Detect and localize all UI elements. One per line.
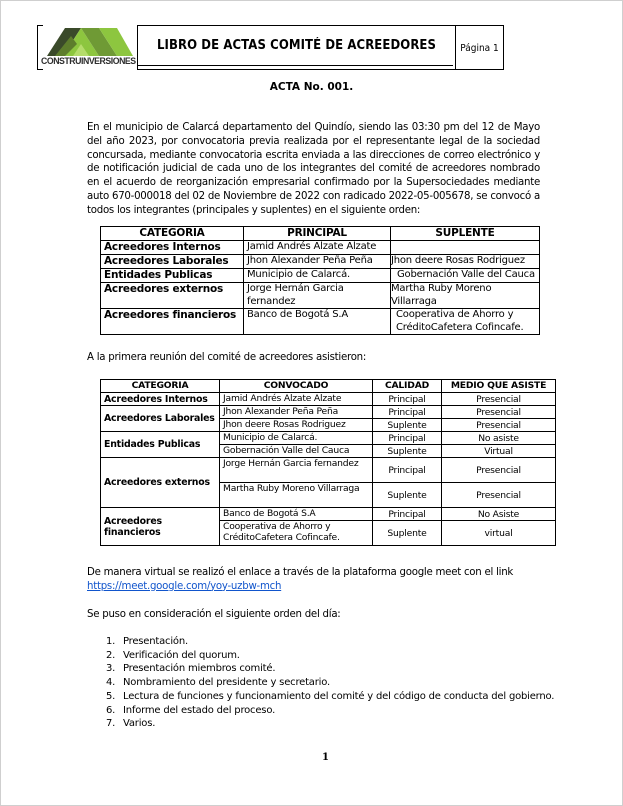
header-page-cell [455, 25, 504, 70]
category-cell: Entidades Publicas [101, 432, 220, 458]
category-cell: Acreedores Internos [101, 241, 244, 255]
list-item [106, 717, 554, 731]
calidad-cell: Principal [373, 406, 442, 419]
category-cell: Acreedores Laborales [101, 406, 220, 432]
convocado-cell: Jhon deere Rosas Rodriguez [220, 419, 373, 432]
list-number: 1. [106, 636, 116, 647]
divider [37, 25, 43, 26]
list-text: Presentación miembros comité. [123, 663, 276, 675]
list-number: 6. [106, 704, 116, 716]
principal-cell: Jhon Alexander Peña Peña [244, 255, 391, 269]
list-text: Lectura de funciones y funcionamiento del comité y del código de conducta del gobierno. [123, 690, 555, 702]
convocado-cell: Cooperativa de Ahorro y CréditoCafetera Cofincafe. [220, 521, 373, 546]
list-number: 7. [106, 718, 116, 730]
medio-cell: Presencial [442, 483, 556, 508]
medio-cell: Presencial [442, 419, 556, 432]
table-row [101, 283, 540, 309]
column-header: MEDIO QUE ASISTE [442, 380, 556, 393]
committee-table [100, 226, 540, 335]
calidad-cell: Suplente [373, 419, 442, 432]
acta-title: ACTA No. 001. [269, 81, 354, 93]
principal-cell: Jorge Hernán Garcia fernandez [244, 283, 391, 309]
agenda-list [106, 635, 554, 731]
page-number: 1 [322, 752, 329, 763]
table-row [101, 241, 540, 255]
convocado-cell: Jamid Andrés Alzate Alzate [220, 393, 373, 406]
calidad-cell: Suplente [373, 445, 442, 458]
list-item [106, 704, 554, 718]
convocado-cell: Martha Ruby Moreno Villarraga [220, 483, 373, 508]
document-title: LIBRO DE ACTAS COMITÉ DE ACREEDORES [156, 38, 437, 53]
table-row [101, 508, 556, 521]
convocado-cell: Jorge Hernán Garcia fernandez [220, 458, 373, 483]
list-number: 5. [106, 690, 116, 702]
table-header-row [101, 227, 540, 241]
column-header: CONVOCADO [220, 380, 373, 393]
calidad-cell: Principal [373, 432, 442, 445]
column-header: PRINCIPAL [244, 227, 391, 241]
list-item [106, 690, 554, 704]
virtual-text: De manera virtual se realizó el enlace a través de la plataforma google meet con el link [87, 567, 514, 578]
logo-mountains-icon [47, 26, 133, 56]
convocado-cell: Municipio de Calarcá. [220, 432, 373, 445]
principal-cell: Jamid Andrés Alzate Alzate [244, 241, 391, 255]
list-text: Informe del estado del proceso. [123, 704, 276, 716]
table-row [101, 406, 556, 419]
logo-text: CONSTRUINVERSIONES [41, 56, 136, 67]
calidad-cell: Principal [373, 508, 442, 521]
convocado-cell: Banco de Bogotá S.A [220, 508, 373, 521]
principal-cell: Banco de Bogotá S.A [244, 309, 391, 335]
category-cell: Acreedores financieros [101, 309, 244, 335]
category-cell: Acreedores Internos [101, 393, 220, 406]
calidad-cell: Principal [373, 393, 442, 406]
category-cell: Entidades Publicas [101, 269, 244, 283]
medio-cell: No Asiste [442, 508, 556, 521]
virtual-paragraph [87, 566, 540, 594]
header-title-cell [137, 25, 455, 70]
convocado-cell: Gobernación Valle del Cauca [220, 445, 373, 458]
column-header: CATEGORIA [101, 380, 220, 393]
list-text: Verificación del quorum. [123, 649, 240, 661]
column-header: CALIDAD [373, 380, 442, 393]
list-item [106, 662, 554, 676]
attendance-intro: A la primera reunión del comité de acreedores asistieron: [87, 352, 367, 363]
page-label: Página 1 [460, 43, 499, 54]
divider [37, 69, 43, 70]
table-row [101, 309, 540, 335]
medio-cell: Presencial [442, 458, 556, 483]
table-row [101, 432, 556, 445]
column-header: CATEGORIA [101, 227, 244, 241]
agenda-intro: Se puso en consideración el siguiente orden del día: [87, 609, 341, 620]
table-row [101, 269, 540, 283]
list-number: 2. [106, 649, 116, 661]
calidad-cell: Principal [373, 458, 442, 483]
category-cell: Acreedores Laborales [101, 255, 244, 269]
logo [37, 25, 137, 70]
suplente-cell: Jhon deere Rosas Rodriguez [391, 255, 540, 269]
column-header: SUPLENTE [391, 227, 540, 241]
suplente-cell [391, 241, 540, 255]
medio-cell: virtual [442, 521, 556, 546]
list-number: 4. [106, 677, 116, 689]
principal-cell: Municipio de Calarcá. [244, 269, 391, 283]
list-item [106, 635, 554, 649]
table-header-row [101, 380, 556, 393]
medio-cell: No asiste [442, 432, 556, 445]
divider [138, 65, 453, 66]
medio-cell: Presencial [442, 406, 556, 419]
list-item [106, 676, 554, 690]
suplente-cell: Cooperativa de Ahorro y CréditoCafetera Cofincafe. [391, 309, 540, 335]
table-row [101, 458, 556, 483]
category-cell: Acreedores externos [101, 458, 220, 508]
intro-paragraph: En el municipio de Calarcá departamento del Quindío, siendo las 03:30 pm del 12 de Mayo del año 2023, por convocatoria previa realizada por el representante legal de la sociedad concursada, mediante convocatoria escrita enviada a las direcciones de correo electrónico y de notificación judicial de cada uno de los integrantes del comité de acreedores nombrado en el acuerdo de reorganización empresarial confirmado por la Supersociedades mediante auto 670-000018 del 02 de Noviembre de 2022 con radicado 2022-05-005678, se convocó a todos los integrantes (principales y suplentes) en el siguiente orden: [87, 122, 540, 216]
suplente-cell: Gobernación Valle del Cauca [391, 269, 540, 283]
medio-cell: Virtual [442, 445, 556, 458]
convocado-cell: Jhon Alexander Peña Peña [220, 406, 373, 419]
medio-cell: Presencial [442, 393, 556, 406]
category-cell: Acreedores externos [101, 283, 244, 309]
list-text: Varios. [123, 718, 156, 730]
table-row [101, 255, 540, 269]
list-number: 3. [106, 663, 116, 675]
attendance-table [100, 379, 556, 546]
suplente-cell: Martha Ruby Moreno Villarraga [391, 283, 540, 309]
list-text: Presentación. [123, 636, 188, 647]
calidad-cell: Suplente [373, 483, 442, 508]
category-cell: Acreedores financieros [101, 508, 220, 546]
calidad-cell: Suplente [373, 521, 442, 546]
meet-link[interactable]: https://meet.google.com/yoy-uzbw-mch [87, 580, 282, 592]
divider [37, 25, 38, 70]
list-text: Nombramiento del presidente y secretario. [123, 677, 330, 689]
table-row [101, 393, 556, 406]
list-item [106, 649, 554, 663]
